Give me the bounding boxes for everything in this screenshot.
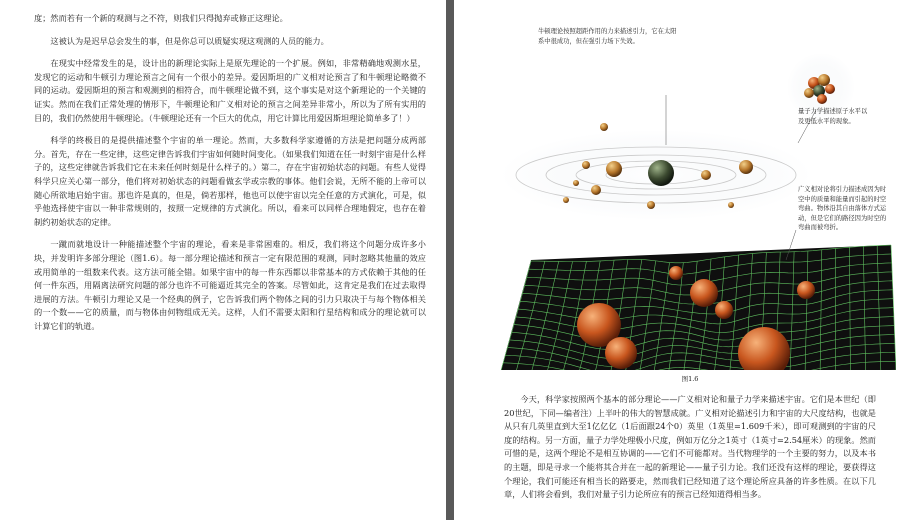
mass-sphere: [797, 281, 815, 299]
figure-label: 图1.6: [681, 375, 699, 383]
paragraph: 度；然而若有一个新的观测与之不符，则我们只得抛弃或修正这理论。: [34, 13, 288, 23]
planet: [728, 202, 734, 208]
planet: [591, 185, 601, 195]
paragraph: 科学的终极目的是提供描述整个宇宙的单一理论。然而，大多数科学家遵循的方法是把问题分成两部分。首先，存在一些定律，这些定律告诉我们宇宙如何随时间变化。（如果我们知道在任一时刻宇宙是什么样子的，这些定律就告诉我们它在未来任何时刻是什么样子的。）第二，存在宇宙初始状态的问题。有些人觉得科学只应关心第一部分，他们将对初始状态的问题看做玄学或宗教的事体。他们会说，无所不能的上帝可以随心所欲地启始宇宙。那也许是真的，但是，倘若那样，他也可以使宇宙以完全任意的方式演化，可是，似乎他选择使宇宙以一种非常规则的，按照一定规律的方式演化。所以，看来可以同样合理地假定，也存在着制约初始状态的定律。: [34, 135, 426, 227]
mass-sphere: [690, 279, 718, 307]
planet: [606, 161, 622, 177]
mass-sphere: [605, 337, 637, 369]
planet: [647, 201, 655, 209]
planet: [600, 123, 608, 131]
caption-relativity: 广义相对论将引力描述成因为时空中的质量和能量而引起的时空弯曲。物体沿其自由落体方式运动，但是它们的路径因为时空的弯曲而被弯折。: [798, 186, 887, 231]
sun-sphere: [648, 160, 674, 186]
paragraph: 一蹴而就地设计一种能描述整个宇宙的理论，看来是非常困难的。相反，我们将这个问题分成许多小块，并发明许多部分理论（图1.6）。每一部分理论描述和预言一定有限范围的观测，同时忽略其他量的效应或用简单的一组数来代表。这方法可能全错。如果宇宙中的每一件东西都以非常基本的方式依赖于其他的任何一件东西，用隔离法研究问题的部分也许不可能逼近其完全的答案。尽管如此，这肯定是我们在过去取得进展的方法。牛顿引力理论又是一个经典的例子，它告诉我们两个物体之间的引力只取决于与每个物体相关的一个数——它的质量，而与物体由何物组成无关。这样，人们不需要太阳和行星结构和成分的理论就可以计算它们的轨道。: [34, 239, 426, 331]
spacetime-grid: [501, 245, 896, 370]
left-page: [0, 0, 446, 520]
caption-quantum: 量子力学描述原子水平以及更低水平的现象。: [798, 108, 868, 125]
mass-sphere: [669, 266, 683, 280]
planet: [701, 170, 711, 180]
paragraph: 今天，科学家按照两个基本的部分理论——广义相对论和量子力学来描述宇宙。它们是本世纪（即20世纪，下同—编者注）上半叶的伟大的智慧成就。广义相对论描述引力和宇宙的大尺度结构，也就是从只有几英里直到大至1亿亿亿（1后面跟24个0）英里（1英里=1.609千米），即可观测到的宇宙的尺度的结构。另一方面，量子力学处理极小尺度，例如万亿分之1英寸（1英寸=2.54厘米）的现象。然而可惜的是，这两个理论不是相互协调的——它们不可能都对。当代物理学的一个主要的努力，以及本书的主题，即是寻求一个能将其合并在一起的新理论——量子引力论。我们还没有这样的理论，要获得这个理论，我们可能还有相当长的路要走，然而我们已经知道了这个理论所应具备的许多性质。在以下几章，人们将会看到，我们对量子引力论所应有的预言已经知道得相当多。: [504, 394, 876, 500]
mass-sphere: [715, 301, 733, 319]
figure-1-6: [496, 25, 896, 370]
paragraph: 在现实中经常发生的是，设计出的新理论实际上是原先理论的一个扩展。例如，非常精确地观测水星，发现它的运动和牛顿引力理论预言之间有一个很小的差异。爱因斯坦的广义相对论预言了和牛顿理论略微不同的运动。爱因斯坦的预言和观测到的相符合，而牛顿理论做不到，这个事实是对这个新理论的一个关键的证实。然而在我们正常处理的情形下，牛顿理论和广义相对论的预言之间差异非常小，所以为了所有实用的目的，我们仍然使用牛顿理论。（牛顿理论还有一个巨大的优点，用它计算比用爱因斯坦理论简单多了！）: [34, 58, 426, 123]
planet: [573, 180, 579, 186]
paragraph: 这被认为是迟早总会发生的事，但是你总可以质疑实现这观测的人员的能力。: [50, 35, 329, 46]
planet: [582, 161, 590, 169]
right-page: [454, 0, 900, 520]
planet: [739, 160, 753, 174]
caption-newton: 牛顿理论按照超距作用的力来描述引力，它在太阳系中很成功，但在强引力场下失效。: [538, 28, 677, 45]
planet: [563, 197, 569, 203]
